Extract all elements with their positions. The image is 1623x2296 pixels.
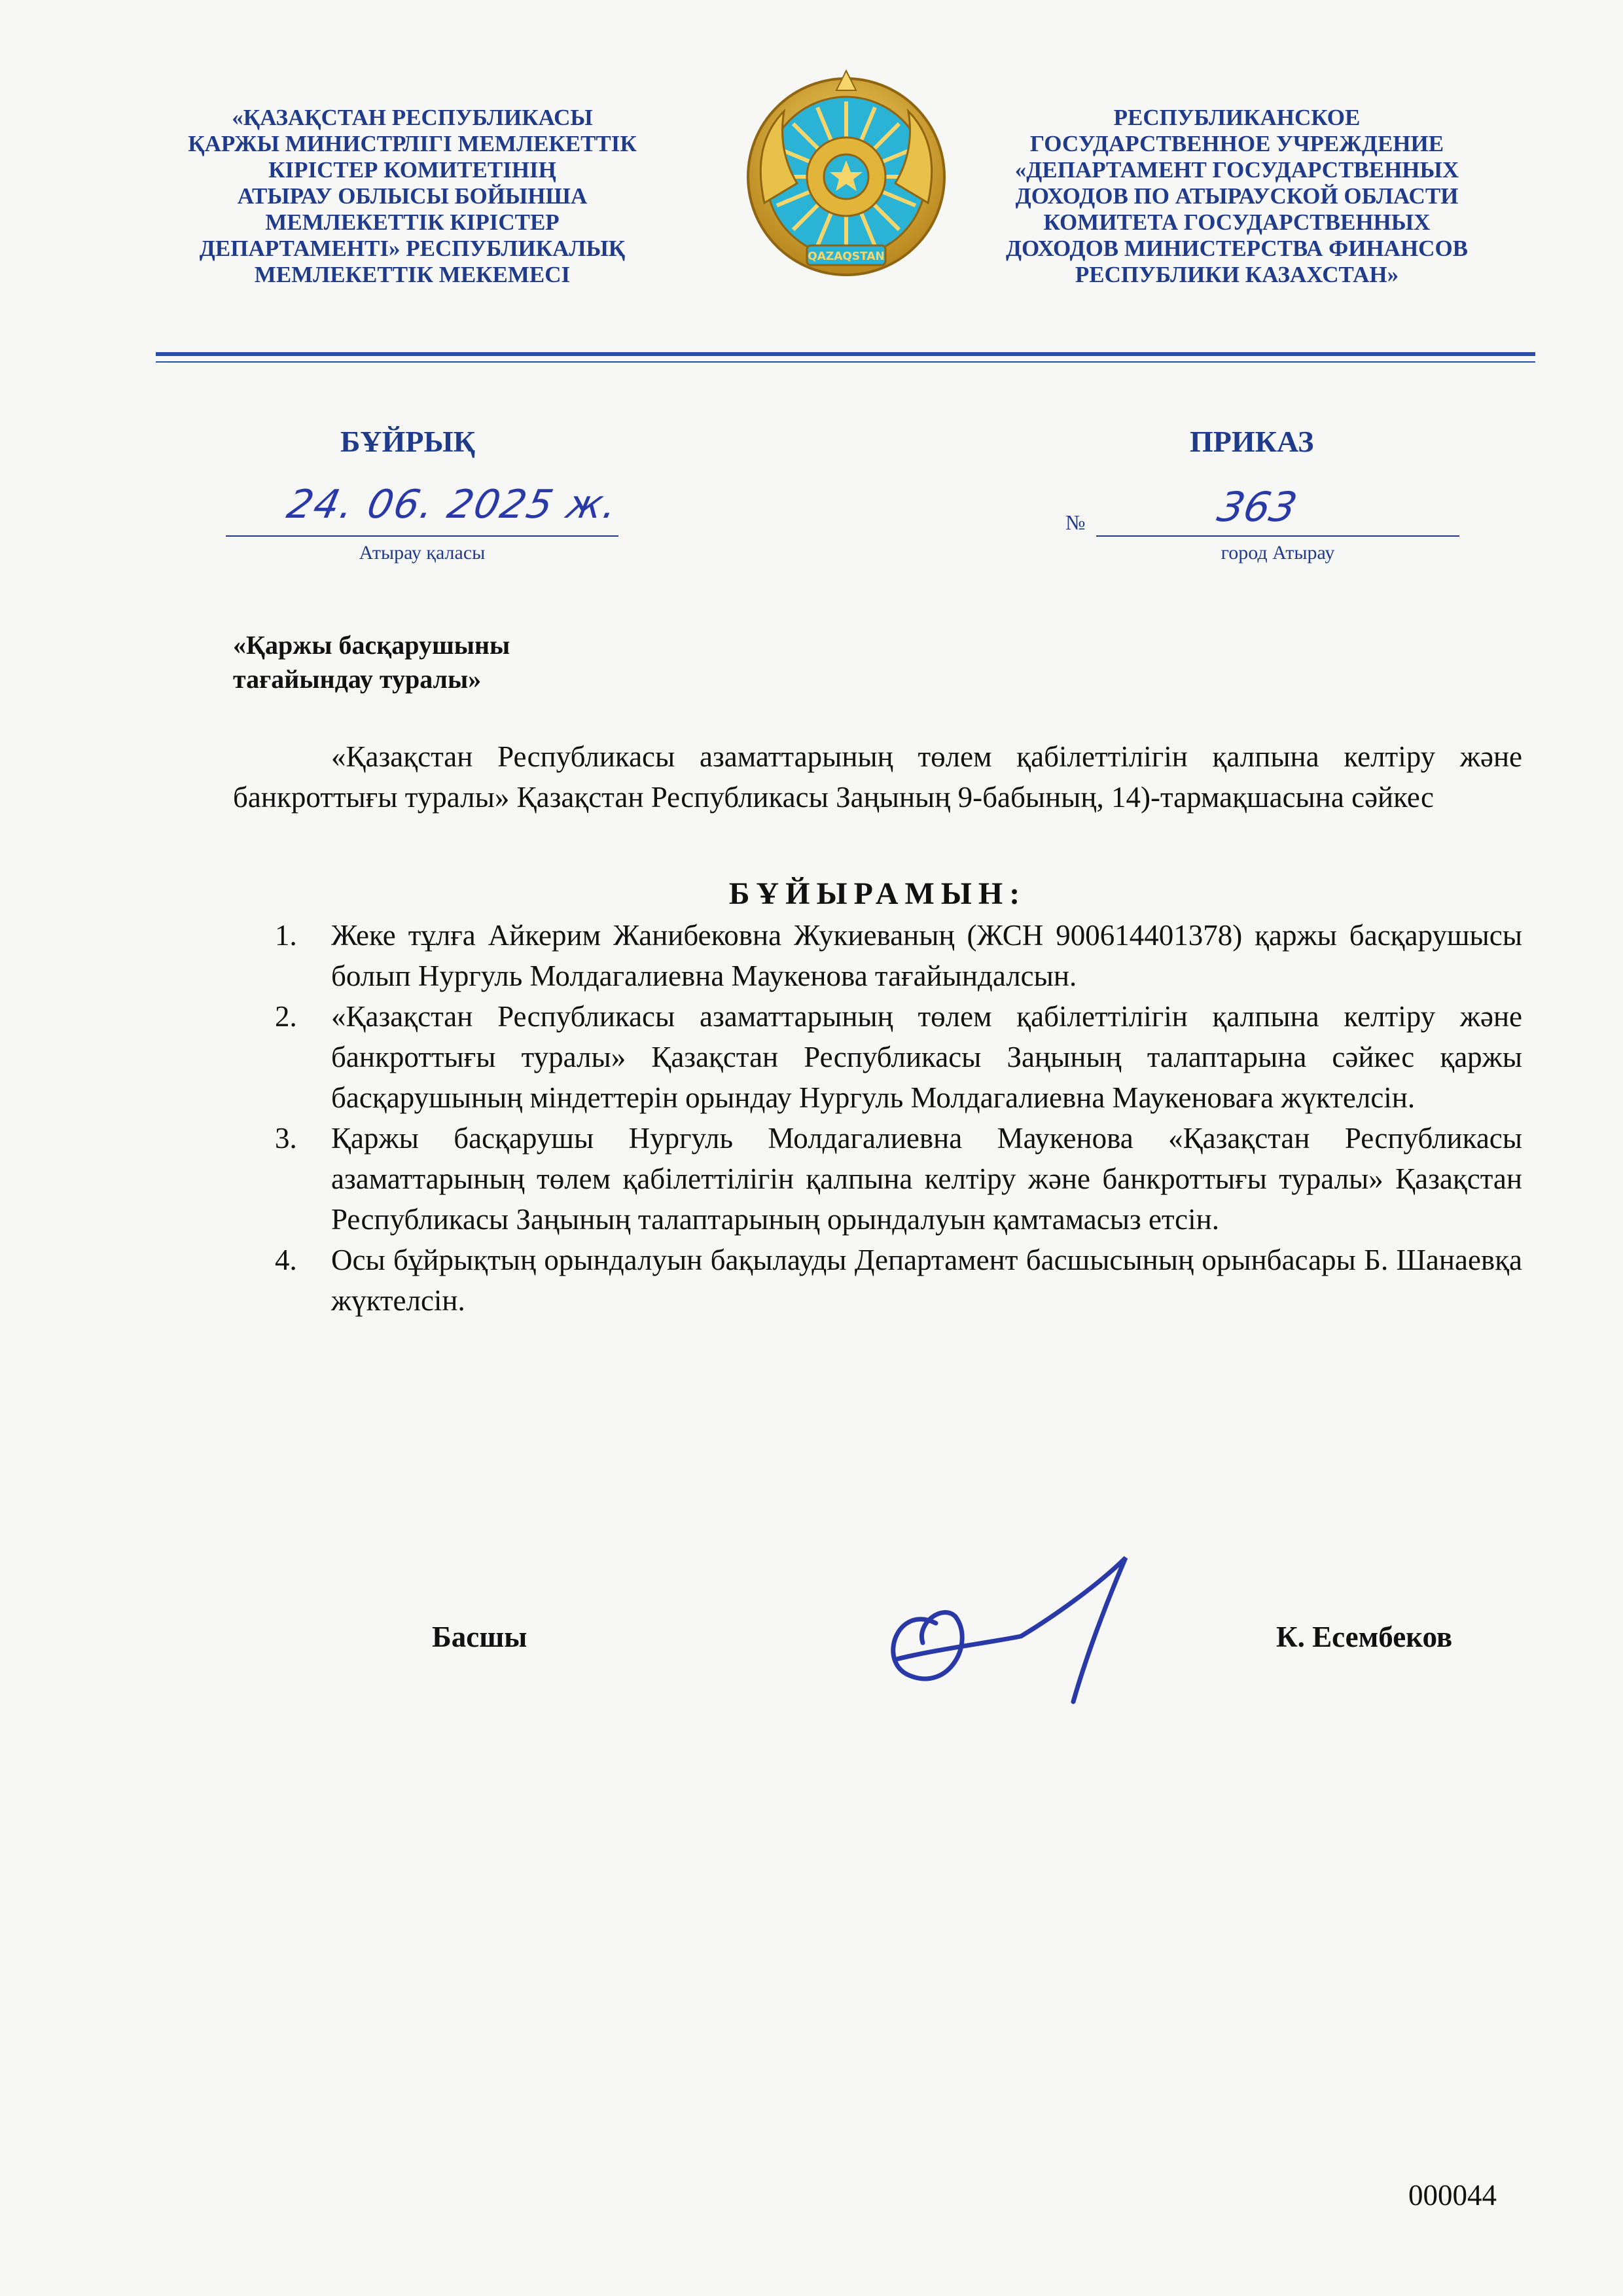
header-left-line: МЕМЛЕКЕТТІК КІРІСТЕР <box>265 209 560 235</box>
item-number: 4. <box>275 1244 297 1276</box>
order-heading: БҰЙЫРАМЫН: <box>728 876 1027 911</box>
title-russian: ПРИКАЗ <box>1190 425 1314 458</box>
list-item <box>275 1118 1522 1240</box>
item-text: Қаржы басқарушы Нургуль Молдагалиевна Маукенова «Қазақстан Республикасы азаматтарының төлем қабілеттілігін қалпына келтіру және банкроттығы туралы» Қазақстан Республикасы Заңының талаптарының орындалуын қамтамасыз етсін. <box>331 1122 1522 1236</box>
number-sign: № <box>1065 511 1086 534</box>
header-russian-org <box>982 105 1492 288</box>
list-item <box>275 915 1522 996</box>
header-left-line: КІРІСТЕР КОМИТЕТІНІҢ <box>268 157 556 183</box>
date-underline <box>226 535 618 537</box>
header-divider-thick <box>156 352 1535 356</box>
number-underline <box>1096 535 1459 537</box>
header-right-line: ДОХОДОВ ПО АТЫРАУСКОЙ ОБЛАСТИ <box>1015 183 1459 209</box>
order-items-list <box>275 915 1522 1321</box>
handwritten-order-number: 363 <box>1213 483 1302 531</box>
item-text: «Қазақстан Республикасы азаматтарының төлем қабілеттілігін қалпына келтіру және банкроттығы туралы» Қазақстан Республикасы Заңының талаптарына сәйкес қаржы басқарушының міндеттерін орындау Нургуль Молдагалиевна Маукеноваға жүктелсін. <box>331 1000 1522 1114</box>
item-number: 3. <box>275 1122 297 1155</box>
header-right-line: ГОСУДАРСТВЕННОЕ УЧРЕЖДЕНИЕ <box>1029 131 1444 156</box>
subject-line: «Қаржы басқарушыны <box>233 630 510 660</box>
emblem-text: QAZAQSTAN <box>808 250 885 263</box>
header-kazakh-org <box>157 105 668 288</box>
signature-icon <box>857 1545 1171 1741</box>
signatory-title: Басшы <box>432 1621 527 1653</box>
number-city-caption: город Атырау <box>1221 542 1335 564</box>
list-item <box>275 1240 1522 1321</box>
item-text: Жеке тұлға Айкерим Жанибековна Жукиеваның (ЖСН 900614401378) қаржы басқарушысы болып Нургуль Молдагалиевна Маукенова тағайындалсын. <box>331 919 1522 992</box>
header-left-line: ДЕПАРТАМЕНТІ» РЕСПУБЛИКАЛЫҚ <box>199 236 626 261</box>
header-right-line: РЕСПУБЛИКАНСКОЕ <box>1113 105 1361 130</box>
title-kazakh: БҰЙРЫҚ <box>340 425 476 458</box>
item-text: Осы бұйрықтың орындалуын бақылауды Департамент басшысының орынбасары Б. Шанаевқа жүктелсін. <box>331 1244 1522 1317</box>
header-left-line: «ҚАЗАҚСТАН РЕСПУБЛИКАСЫ <box>232 105 593 130</box>
date-city-caption: Атырау қаласы <box>359 542 486 564</box>
header-right-line: РЕСПУБЛИКИ КАЗАХСТАН» <box>1075 262 1399 287</box>
header-right-line: «ДЕПАРТАМЕНТ ГОСУДАРСТВЕННЫХ <box>1014 157 1459 183</box>
header-right-line: ДОХОДОВ МИНИСТЕРСТВА ФИНАНСОВ <box>1005 236 1469 261</box>
handwritten-date: 24. 06. 2025 ж. <box>283 482 623 528</box>
document-serial-number: 000044 <box>1408 2179 1497 2212</box>
item-number: 2. <box>275 1000 297 1033</box>
order-subject <box>233 628 510 696</box>
list-item <box>275 996 1522 1118</box>
header-divider-thin <box>156 361 1535 363</box>
subject-line: тағайындау туралы» <box>233 664 482 694</box>
state-emblem-icon <box>738 65 954 288</box>
preamble-paragraph: «Қазақстан Республикасы азаматтарының төлем қабілеттілігін қалпына келтіру және банкроттығы туралы» Қазақстан Республикасы Заңының 9-бабының, 14)-тармақшасына сәйкес <box>233 740 1522 814</box>
item-number: 1. <box>275 919 297 952</box>
signatory-name: К. Есембеков <box>1276 1621 1453 1653</box>
header-right-line: КОМИТЕТА ГОСУДАРСТВЕННЫХ <box>1043 209 1431 235</box>
header-left-line: АТЫРАУ ОБЛЫСЫ БОЙЫНША <box>237 183 588 209</box>
header-left-line: ҚАРЖЫ МИНИСТРЛІГІ МЕМЛЕКЕТТІК <box>188 131 637 156</box>
header-left-line: МЕМЛЕКЕТТІК МЕКЕМЕСІ <box>254 262 571 287</box>
